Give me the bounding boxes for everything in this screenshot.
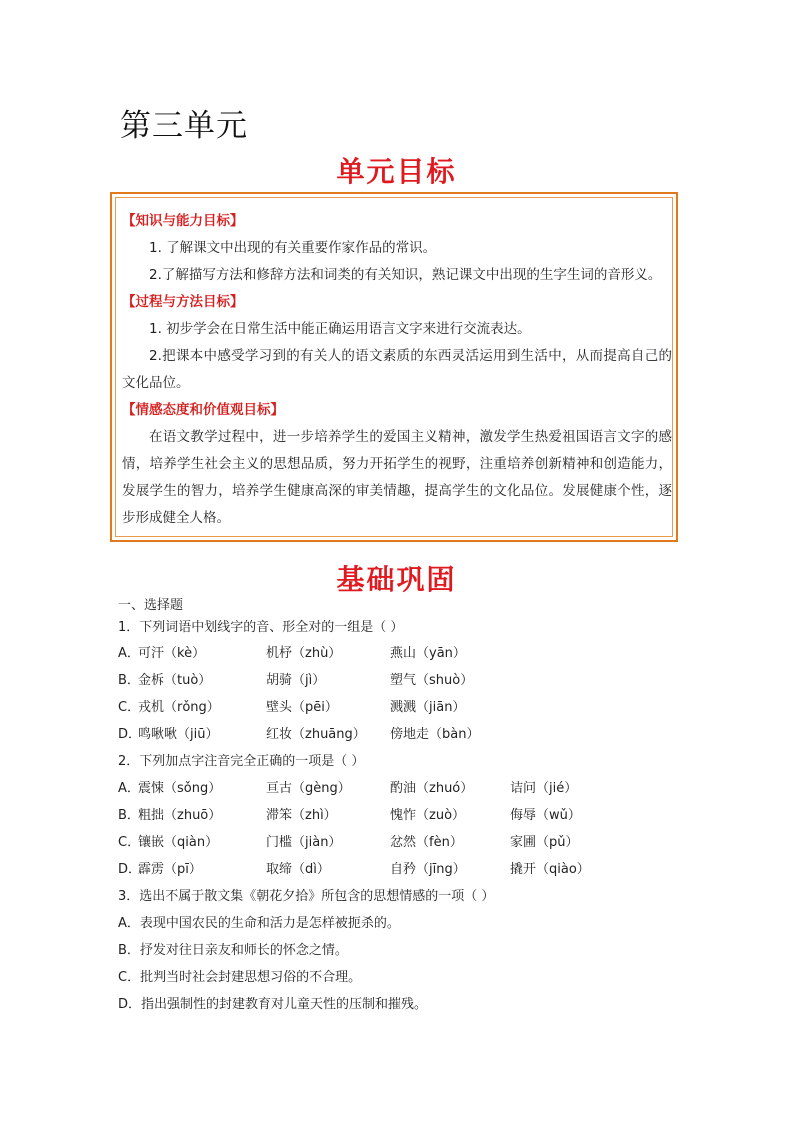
option-item: 鸣啾啾（jiū） — [138, 727, 219, 742]
option-row — [118, 694, 718, 721]
option-item: 金柝（tuò） — [138, 673, 212, 688]
option-item: 镶嵌（qiàn） — [138, 835, 219, 850]
goal-title-knowledge: 【知识与能力目标】 — [122, 213, 244, 229]
question-stem: 2．下列加点字注音完全正确的一项是（ ） — [118, 754, 365, 769]
option-item: 霹雳（pī） — [138, 862, 202, 877]
option-text: A．表现中国农民的生命和活力是怎样被扼杀的。 — [118, 916, 400, 931]
option-row — [118, 829, 718, 856]
option-row — [118, 667, 718, 694]
option-letter: D． — [118, 727, 142, 742]
goal-item: 1. 了解课文中出现的有关重要作家作品的常识。 — [149, 240, 437, 256]
page-title: 第三单元 — [120, 108, 248, 144]
option-item: 诘问（jié） — [510, 781, 578, 796]
option-item: 侮辱（wǔ） — [510, 808, 581, 823]
option-text: B．抒发对往日亲友和师长的怀念之情。 — [118, 943, 348, 958]
option-item: 戎机（rǒng） — [138, 700, 220, 715]
option-item: 亘古（gèng） — [266, 781, 351, 796]
option-letter: B． — [118, 673, 140, 688]
option-row — [118, 802, 718, 829]
option-item: 滞笨（zhì） — [266, 808, 337, 823]
option-letter: A． — [118, 781, 140, 796]
option-letter: B． — [118, 808, 140, 823]
questions-area — [118, 596, 718, 1018]
option-row — [118, 775, 718, 802]
question-stem: 3．选出不属于散文集《朝花夕拾》所包含的思想情感的一项（ ） — [118, 889, 495, 904]
goal-item: 2.了解描写方法和修辞方法和词类的有关知识，熟记课文中出现的生字生词的音形义。 — [149, 267, 662, 283]
option-item: 粗拙（zhuō） — [138, 808, 222, 823]
option-item: 撬开（qiào） — [510, 862, 590, 877]
goal-paragraph: 在语文教学过程中，进一步培养学生的爱国主义精神，激发学生热爱祖国语言文字的感情，培养学生社会主义的思想品质，努力开拓学生的视野，注重培养创新精神和创造能力，发展学生的智力，培养学生健康高深的审美情趣，提高学生的文化品位。发展健康个性，逐步形成健全人格。 — [122, 429, 672, 526]
option-letter: D． — [118, 862, 142, 877]
basic-consolidation-heading: 基础巩固 — [336, 563, 457, 596]
option-item: 燕山（yān） — [390, 646, 466, 661]
unit-goals-content — [122, 208, 672, 532]
option-item: 溅溅（jiān） — [390, 700, 466, 715]
option-item: 愧怍（zuò） — [390, 808, 466, 823]
option-item: 胡骑（jì） — [266, 673, 326, 688]
option-text: D．指出强制性的封建教育对儿童天性的压制和摧残。 — [118, 997, 428, 1012]
option-item: 塑气（shuò） — [390, 673, 474, 688]
option-item: 酌油（zhuó） — [390, 781, 474, 796]
question-stem: 1．下列词语中划线字的音、形全对的一组是（ ） — [118, 620, 404, 635]
goal-title-emotion: 【情感态度和价值观目标】 — [122, 402, 284, 418]
goal-title-process: 【过程与方法目标】 — [122, 294, 244, 310]
option-item: 傍地走（bàn） — [390, 727, 480, 742]
option-row — [118, 721, 718, 748]
option-text: C．批判当时社会封建思想习俗的不合理。 — [118, 970, 362, 985]
option-item: 震悚（sǒng） — [138, 781, 222, 796]
goal-item: 1. 初步学会在日常生活中能正确运用语言文字来进行交流表达。 — [149, 321, 531, 337]
option-letter: A． — [118, 646, 140, 661]
option-item: 红妆（zhuāng） — [266, 727, 366, 742]
option-item: 取缔（dì） — [266, 862, 330, 877]
option-item: 自矜（jīng） — [390, 862, 466, 877]
option-item: 门槛（jiàn） — [266, 835, 342, 850]
unit-goals-box — [110, 192, 678, 542]
option-item: 可汗（kè） — [138, 646, 206, 661]
option-item: 壁头（pēi） — [266, 700, 338, 715]
option-item: 家圃（pǔ） — [510, 835, 579, 850]
option-row — [118, 856, 718, 883]
option-row — [118, 640, 718, 667]
option-letter: C． — [118, 700, 141, 715]
section-title: 一、选择题 — [118, 598, 184, 613]
unit-goals-heading: 单元目标 — [336, 155, 457, 188]
goal-item: 2.把课本中感受学习到的有关人的语文素质的东西灵活运用到生活中，从而提高自己的文化品位。 — [122, 348, 672, 391]
option-letter: C． — [118, 835, 141, 850]
option-item: 机杼（zhù） — [266, 646, 342, 661]
option-item: 忿然（fèn） — [390, 835, 463, 850]
